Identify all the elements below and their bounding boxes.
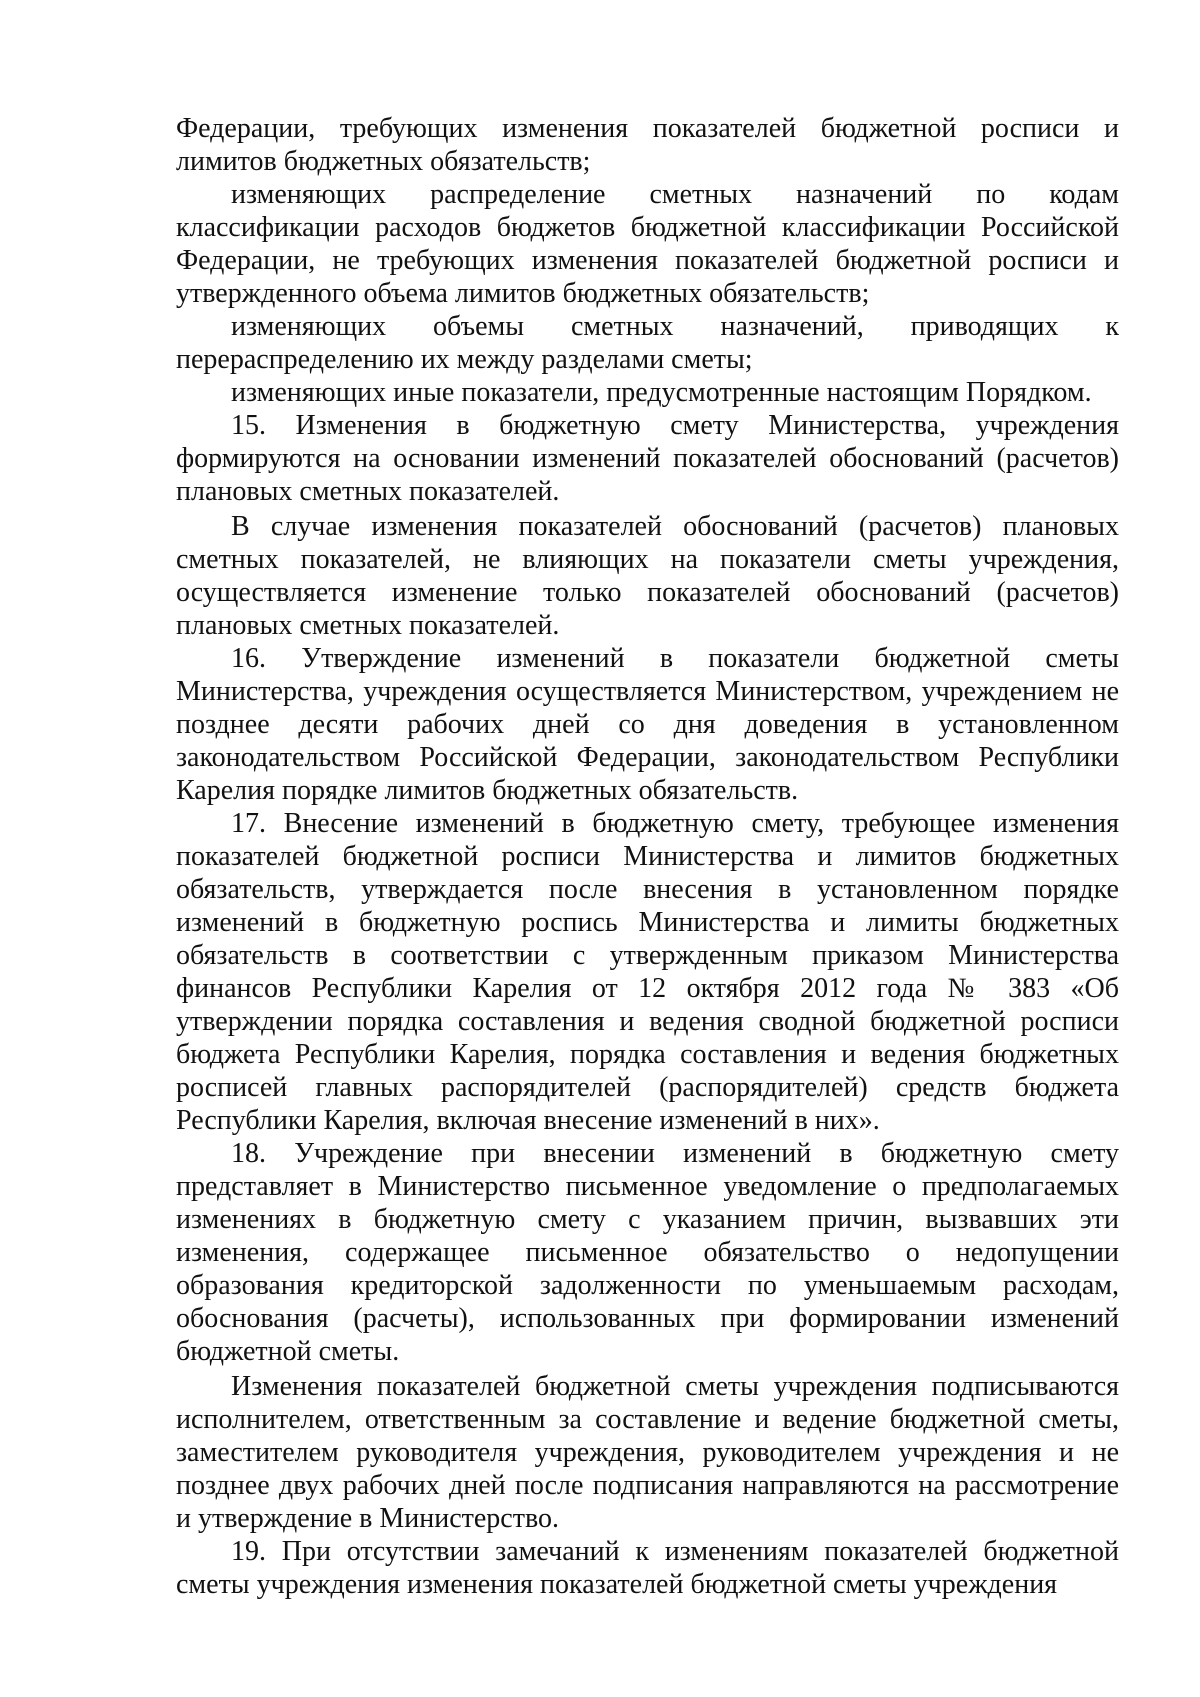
paragraph-item-15: 15. Изменения в бюджетную смету Министерства, учреждения формируются на основании изменений показателей обоснований (расчетов) плановых сметных показателей.: [176, 410, 1119, 507]
paragraph-item-18: 18. Учреждение при внесении изменений в бюджетную смету представляет в Министерство письменное уведомление о предполагаемых изменениях в бюджетную смету с указанием причин, вызвавших эти изменения, содержащее письменное обязательство о недопущении образования кредиторской задолженности по уменьшаемым расходам, обоснования (расчеты), использованных при формировании изменений бюджетной сметы.: [176, 1138, 1119, 1367]
paragraph-continuation: Федерации, требующих изменения показателей бюджетной росписи и лимитов бюджетных обязательств;: [176, 113, 1119, 177]
paragraph-item-18-signing: Изменения показателей бюджетной сметы учреждения подписываются исполнителем, ответственным за составление и ведение бюджетной сметы, заместителем руководителя учреждения, руководителем учреждения и не позднее двух рабочих дней после подписания направляются на рассмотрение и утверждение в Министерство.: [176, 1371, 1119, 1534]
paragraph-changing-volumes: изменяющих объемы сметных назначений, приводящих к перераспределению их между разделами сметы;: [176, 311, 1119, 375]
document-page: [176, 112, 1119, 1601]
paragraph-item-16: 16. Утверждение изменений в показатели бюджетной сметы Министерства, учреждения осуществляется Министерством, учреждением не позднее десяти рабочих дней со дня доведения в установленном законодательством Российской Федерации, законодательством Республики Карелия порядке лимитов бюджетных обязательств.: [176, 643, 1119, 806]
paragraph-item-17: 17. Внесение изменений в бюджетную смету, требующее изменения показателей бюджетной росписи Министерства и лимитов бюджетных обязательств, утверждается после внесения в установленном порядке изменений в бюджетную роспись Министерства и лимиты бюджетных обязательств в соответствии с утвержденным приказом Министерства финансов Республики Карелия от 12 октября 2012 года № 383 «Об утверждении порядка составления и ведения сводной бюджетной росписи бюджета Республики Карелия, порядка составления и ведения бюджетных росписей главных распорядителей (распорядителей) средств бюджета Республики Карелия, включая внесение изменений в них».: [176, 808, 1119, 1136]
paragraph-changing-other: изменяющих иные показатели, предусмотренные настоящим Порядком.: [231, 377, 1092, 408]
paragraph-item-19: 19. При отсутствии замечаний к изменениям показателей бюджетной сметы учреждения изменения показателей бюджетной сметы учреждения: [176, 1536, 1119, 1600]
paragraph-item-15-case: В случае изменения показателей обоснований (расчетов) плановых сметных показателей, не влияющих на показатели сметы учреждения, осуществляется изменение только показателей обоснований (расчетов) плановых сметных показателей.: [176, 511, 1119, 641]
paragraph-changing-distribution: изменяющих распределение сметных назначений по кодам классификации расходов бюджетов бюджетной классификации Российской Федерации, не требующих изменения показателей бюджетной росписи и утвержденного объема лимитов бюджетных обязательств;: [176, 179, 1119, 309]
